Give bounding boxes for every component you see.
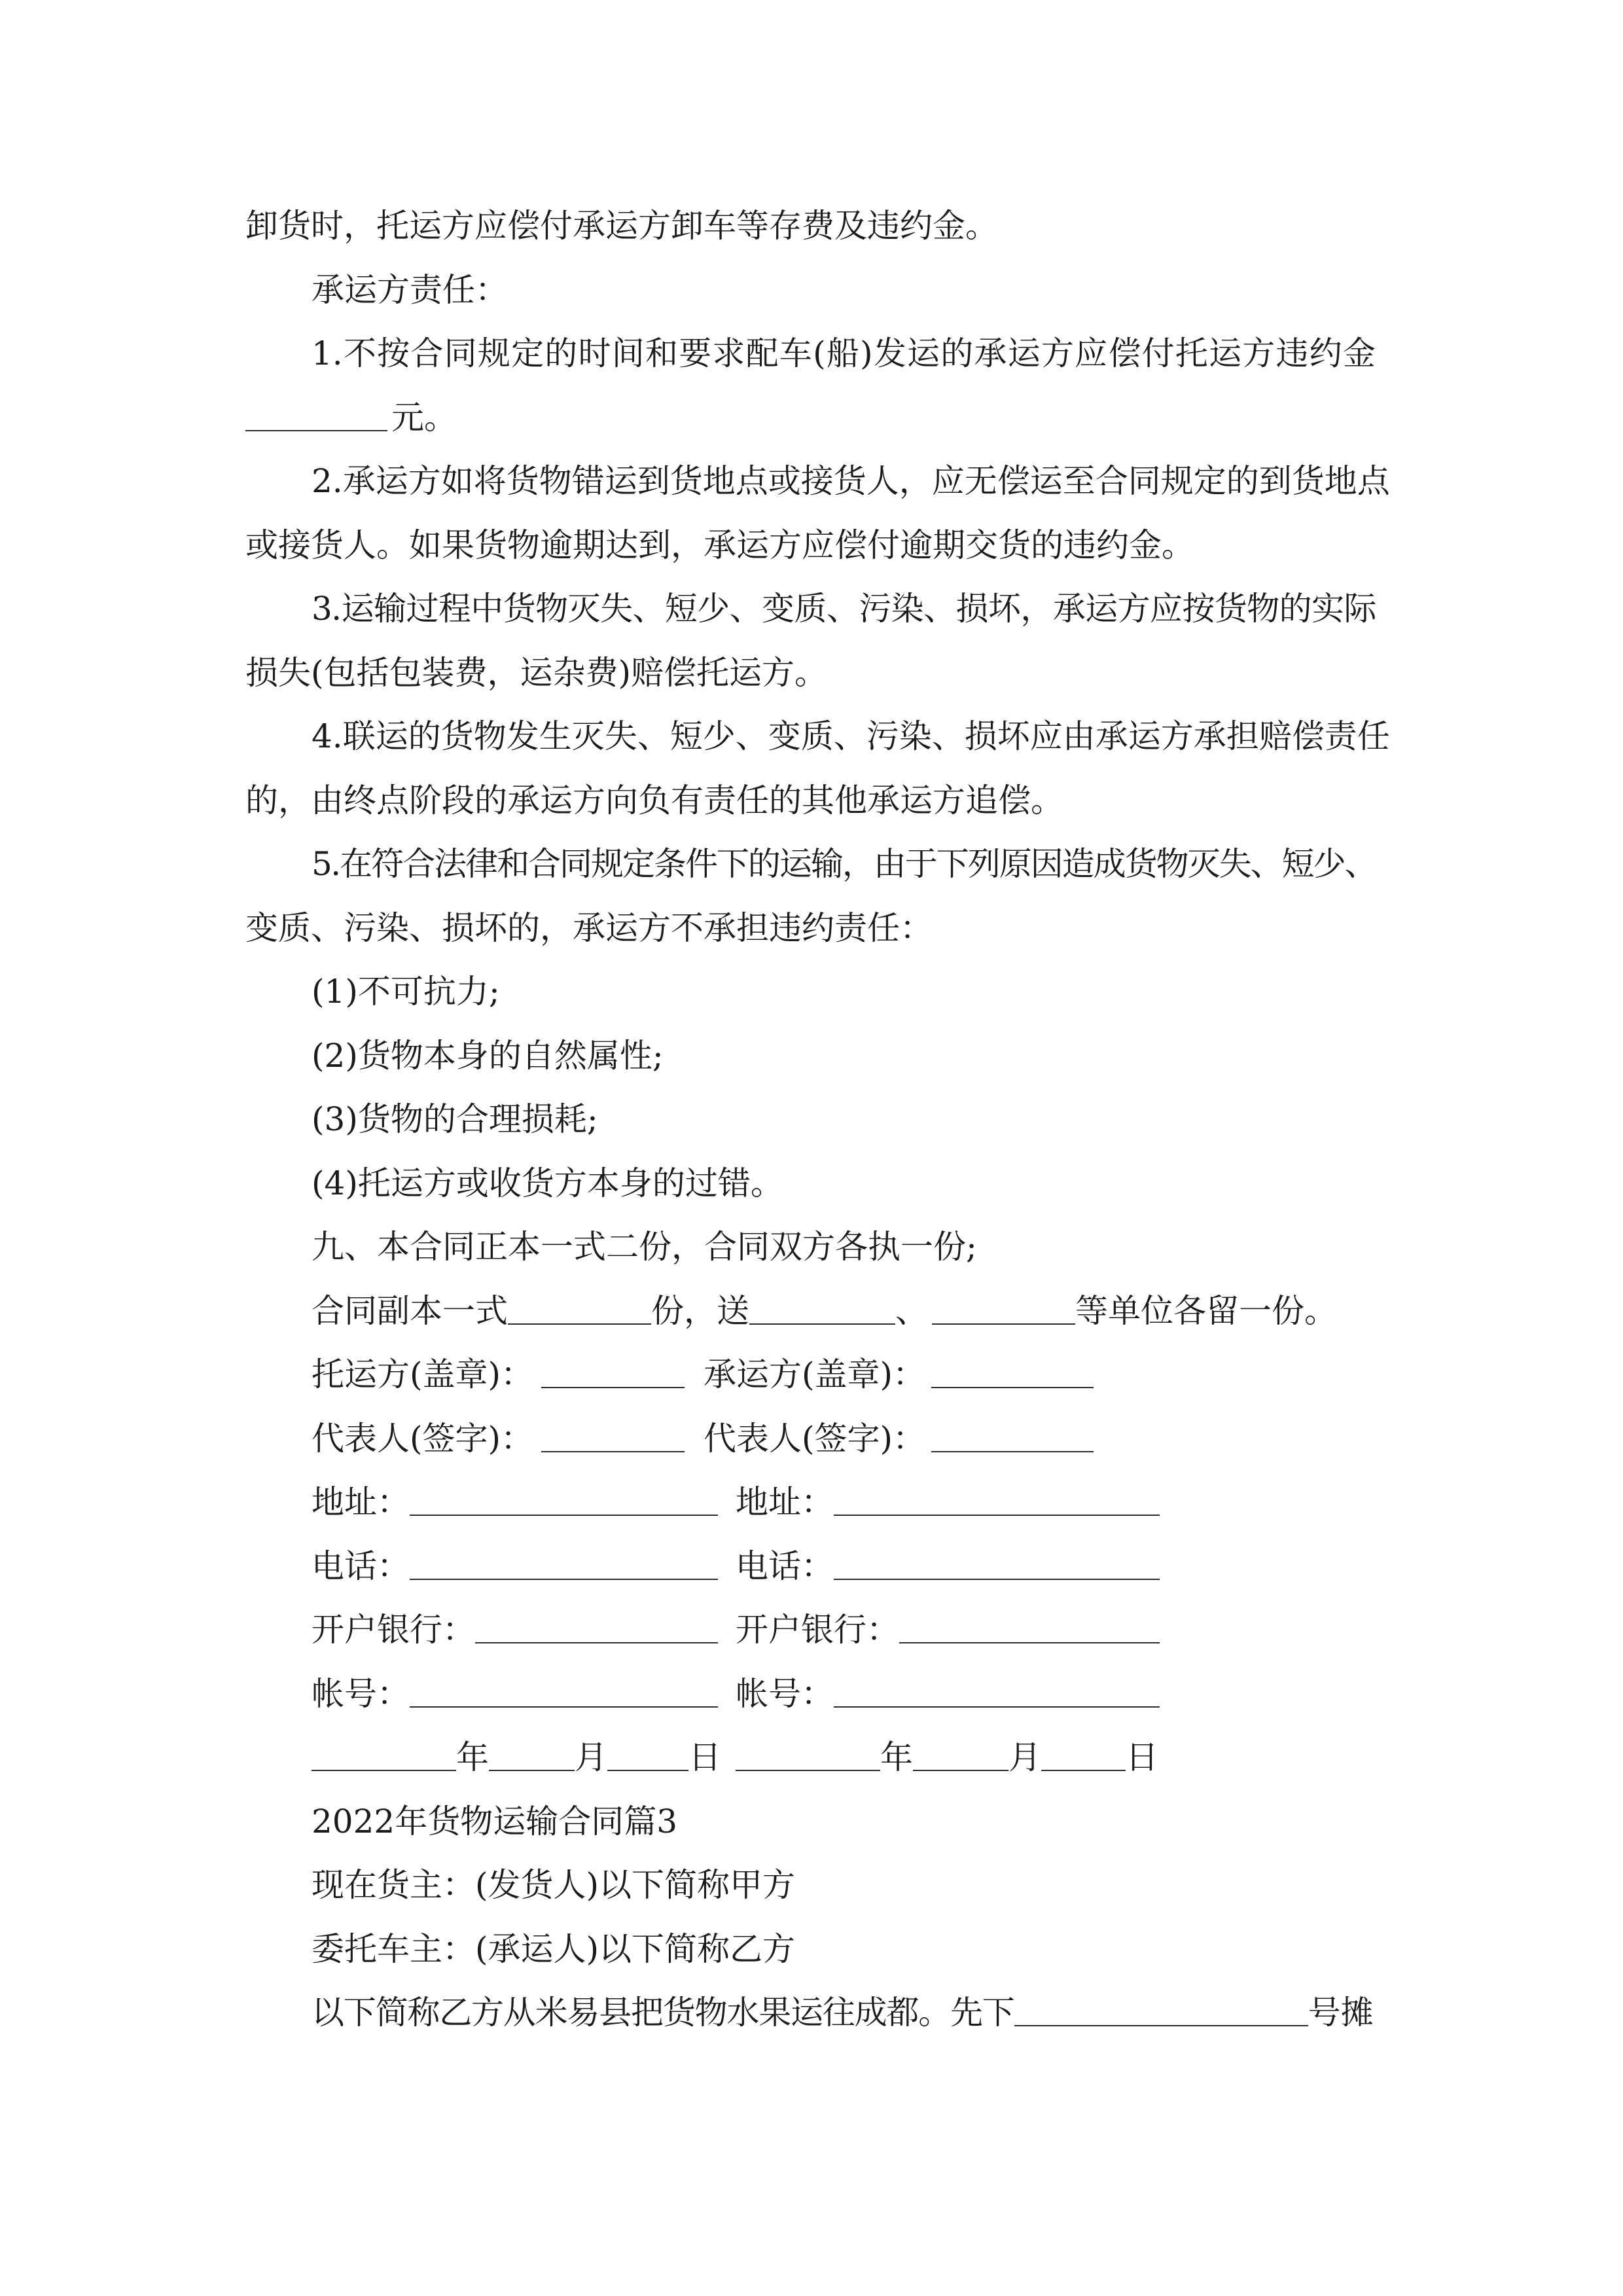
liability-item-5-line-1: 5.在符合法律和合同规定条件下的运输，由于下列原因造成货物灭失、短少、 <box>312 845 1376 883</box>
next-contract-shipper: 现在货主：(发货人)以下简称甲方 <box>312 1866 796 1904</box>
copies-prefix: 合同副本一式 <box>312 1291 508 1330</box>
exemption-item-2: (2)货物本身的自然属性; <box>312 1036 664 1075</box>
carrier-bank-blank <box>899 1642 1160 1643</box>
bank-row <box>245 1598 1376 1662</box>
carrier-month-label: 月 <box>1008 1738 1041 1776</box>
carrier-day-blank <box>1041 1770 1126 1771</box>
copies-unit: 份，送 <box>651 1291 749 1330</box>
copies-recipient-2-blank <box>932 1323 1075 1325</box>
previous-clause-tail: 卸货时，托运方应偿付承运方卸车等存费及违约金。 <box>245 207 998 245</box>
carrier-bank-label: 开户银行： <box>736 1611 899 1649</box>
clause-nine-originals: 九、本合同正本一式二份，合同双方各执一份; <box>312 1228 977 1266</box>
copies-recipient-1-blank <box>749 1323 895 1325</box>
shipper-representative-blank <box>541 1451 685 1452</box>
penalty-amount-blank <box>245 430 387 431</box>
shipper-account-label: 帐号： <box>312 1674 410 1713</box>
next-contract-title: 2022年货物运输合同篇3 <box>312 1802 678 1840</box>
carrier-account-blank <box>834 1706 1160 1708</box>
liability-item-2-line-1: 2.承运方如将货物错运到货地点或接货人，应无偿运至合同规定的到货地点 <box>312 462 1390 500</box>
next-contract-carrier: 委托车主：(承运人)以下简称乙方 <box>312 1929 796 1968</box>
carrier-address-blank <box>834 1515 1160 1516</box>
carrier-account-label: 帐号： <box>736 1674 834 1713</box>
carrier-year-blank <box>736 1770 880 1771</box>
carrier-year-label: 年 <box>880 1738 913 1776</box>
shipper-account-blank <box>410 1706 718 1708</box>
shipper-bank-label: 开户银行： <box>312 1611 475 1649</box>
carrier-phone-label: 电话： <box>736 1547 834 1585</box>
exemption-item-3: (3)货物的合理损耗; <box>312 1100 598 1138</box>
liability-item-3-line-1: 3.运输过程中货物灭失、短少、变质、污染、损坏，承运方应按货物的实际 <box>312 590 1376 628</box>
exemption-item-1: (1)不可抗力; <box>312 973 500 1011</box>
liability-item-4-line-2: 的，由终点阶段的承运方向负有责任的其他承运方追偿。 <box>245 781 1063 819</box>
copies-separator: 、 <box>895 1291 928 1330</box>
copies-count-blank <box>508 1323 651 1325</box>
document-body <box>245 194 1390 2045</box>
carrier-representative-label: 代表人(签字)： <box>704 1419 926 1458</box>
shipper-day-blank <box>607 1770 688 1771</box>
seal-row <box>245 1343 1376 1407</box>
shipper-address-blank <box>410 1515 718 1516</box>
shipper-month-label: 月 <box>575 1738 607 1776</box>
shipper-bank-blank <box>475 1642 718 1643</box>
carrier-seal-blank <box>931 1387 1094 1388</box>
liability-item-1-line-2 <box>245 386 1376 450</box>
shipper-seal-blank <box>541 1387 685 1388</box>
liability-item-4-line-1: 4.联运的货物发生灭失、短少、变质、污染、损坏应由承运方承担赔偿责任 <box>312 717 1390 755</box>
liability-item-2-line-2: 或接货人。如果货物逾期达到，承运方应偿付逾期交货的违约金。 <box>245 526 1194 564</box>
shipper-representative-label: 代表人(签字)： <box>312 1419 534 1458</box>
carrier-representative-blank <box>931 1451 1094 1452</box>
liability-item-3-line-2: 损失(包括包装费，运杂费)赔偿托运方。 <box>245 653 828 692</box>
next-contract-route <box>245 1981 1376 2045</box>
carrier-liability-heading: 承运方责任： <box>312 270 508 309</box>
shipper-phone-blank <box>410 1579 718 1580</box>
route-text: 以下简称乙方从米易县把货物水果运往成都。先下 <box>312 1994 1014 2032</box>
shipper-seal-label: 托运方(盖章)： <box>312 1355 534 1393</box>
date-row <box>245 1726 1376 1790</box>
shipper-month-blank <box>489 1770 575 1771</box>
exemption-item-4: (4)托运方或收货方本身的过错。 <box>312 1164 783 1202</box>
carrier-seal-label: 承运方(盖章)： <box>704 1355 926 1393</box>
shipper-year-blank <box>312 1770 456 1771</box>
penalty-unit: 元。 <box>391 398 457 437</box>
carrier-month-blank <box>913 1770 1008 1771</box>
route-suffix: 号摊 <box>1308 1994 1374 2032</box>
carrier-phone-blank <box>834 1579 1160 1580</box>
address-row <box>245 1471 1376 1535</box>
shipper-day-label: 日 <box>688 1738 721 1776</box>
phone-row <box>245 1535 1376 1599</box>
carrier-address-label: 地址： <box>736 1483 834 1521</box>
stall-number-blank <box>1014 2025 1308 2026</box>
copies-suffix: 等单位各留一份。 <box>1075 1291 1337 1330</box>
shipper-year-label: 年 <box>456 1738 489 1776</box>
shipper-address-label: 地址： <box>312 1483 410 1521</box>
carrier-day-label: 日 <box>1126 1738 1158 1776</box>
liability-item-5-line-2: 变质、污染、损坏的，承运方不承担违约责任： <box>245 908 933 947</box>
liability-item-1-line-1: 1.不按合同规定的时间和要求配车(船)发运的承运方应偿付托运方违约金 <box>312 334 1376 372</box>
representative-row <box>245 1407 1376 1471</box>
shipper-phone-label: 电话： <box>312 1547 410 1585</box>
clause-nine-copies <box>245 1280 1376 1344</box>
account-row <box>245 1662 1376 1727</box>
